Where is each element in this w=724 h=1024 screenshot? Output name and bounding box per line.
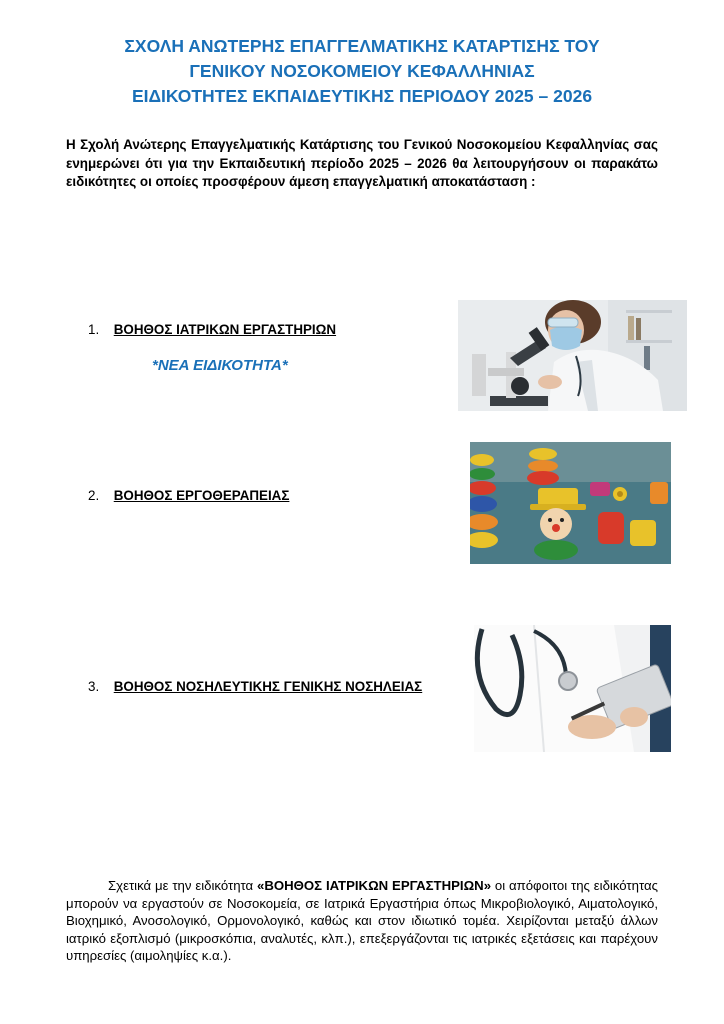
doctor-photo	[474, 625, 671, 752]
specialty-label: ΒΟΗΘΟΣ ΕΡΓΟΘΕΡΑΠΕΙΑΣ	[113, 488, 290, 503]
lab-technician-photo	[458, 300, 687, 411]
footer-text-before: Σχετικά με την ειδικότητα	[108, 878, 258, 893]
title-line-3: ΕΙΔΙΚΟΤΗΤΕΣ ΕΚΠΑΙΔΕΥΤΙΚΗΣ ΠΕΡΙΟΔΟΥ 2025 – 2026	[131, 86, 593, 106]
page-title	[40, 34, 684, 109]
specialty-item-3	[88, 679, 422, 695]
specialty-number: 3.	[88, 679, 100, 694]
footer-emphasis: «ΒΟΗΘΟΣ ΙΑΤΡΙΚΩΝ ΕΡΓΑΣΤΗΡΙΩΝ»	[257, 878, 492, 893]
specialty-number: 2.	[88, 488, 100, 503]
specialty-item-1	[88, 322, 336, 338]
toys-photo	[470, 442, 671, 564]
specialty-number: 1.	[88, 322, 100, 337]
specialty-item-2	[88, 488, 289, 504]
footer-text-after: οι απόφοιτοι της ειδικότητας μπορούν να εργαστούν σε Νοσοκομεία, σε Ιατρικά Εργαστήρια όπως Μικροβιολογικό, Αιματολογικό, Βιοχημικό, Ανοσολογικό, Ορμονολογικό, καθώς και στον ιδιωτικό τομέα. Χειρίζονται μεταξύ άλλων ιατρικό εξοπλισμό (μικροσκόπια, αναλυτές, κλπ.), επεξεργάζονται τις ιατρικές εξετάσεις και παρέχουν υπηρεσίες (αιμοληψίες κ.α.).	[66, 878, 658, 963]
footer-paragraph	[66, 877, 658, 965]
new-specialty-badge: *ΝΕΑ ΕΙΔΙΚΟΤΗΤΑ*	[152, 357, 288, 374]
specialty-label: ΒΟΗΘΟΣ ΙΑΤΡΙΚΩΝ ΕΡΓΑΣΤΗΡΙΩΝ	[113, 322, 337, 337]
title-line-2: ΓΕΝΙΚΟΥ ΝΟΣΟΚΟΜΕΙΟΥ ΚΕΦΑΛΛΗΝΙΑΣ	[189, 61, 535, 81]
specialty-label: ΒΟΗΘΟΣ ΝΟΣΗΛΕΥΤΙΚΗΣ ΓΕΝΙΚΗΣ ΝΟΣΗΛΕΙΑΣ	[113, 679, 423, 694]
title-line-1: ΣΧΟΛΗ ΑΝΩΤΕΡΗΣ ΕΠΑΓΓΕΛΜΑΤΙΚΗΣ ΚΑΤΑΡΤΙΣΗΣ ΤΟΥ	[124, 36, 600, 56]
intro-paragraph: Η Σχολή Ανώτερης Επαγγελματικής Κατάρτισης του Γενικού Νοσοκομείου Κεφαλληνίας σας ενημερώνει ότι για την Εκπαιδευτική περίοδο 2025 – 2026 θα λειτουργήσουν οι παρακάτω ειδικότητες οι οποίες προσφέρουν άμεση επαγγελματική αποκατάσταση :	[66, 137, 658, 189]
